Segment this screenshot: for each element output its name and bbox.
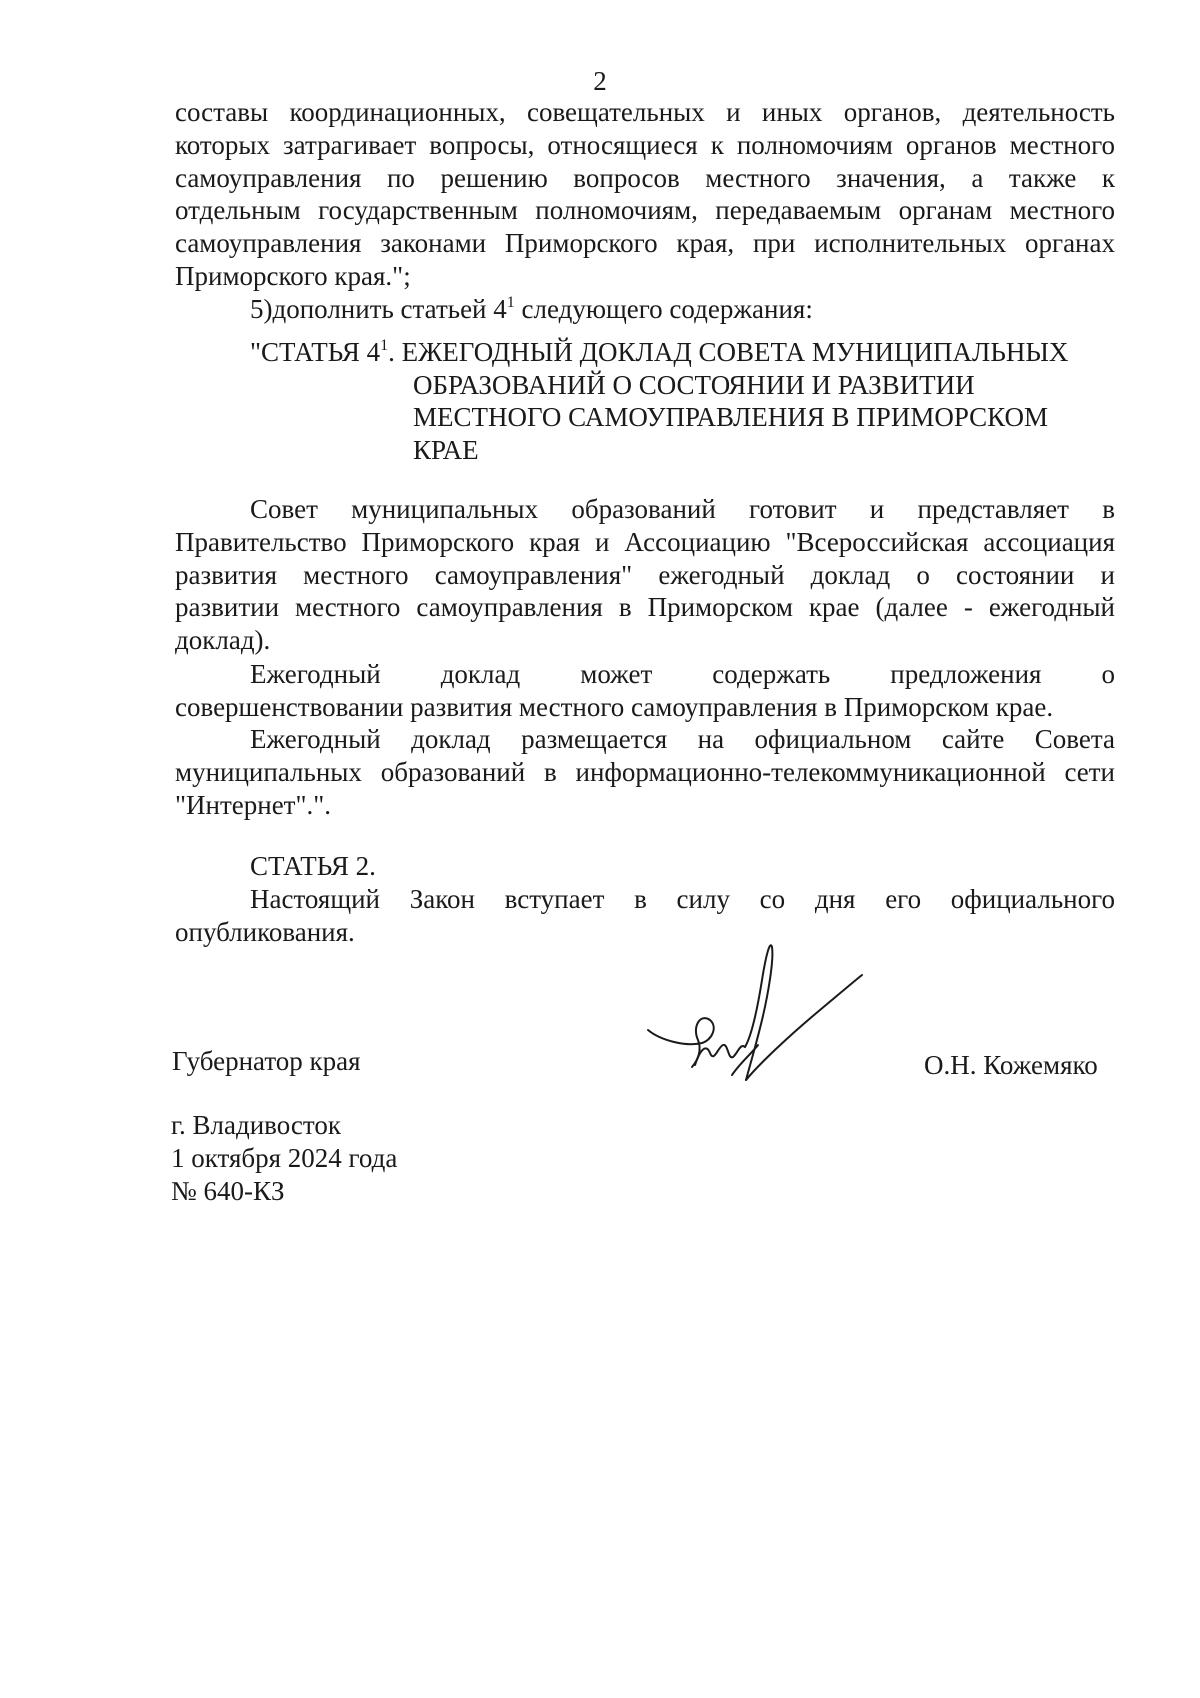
item-5 — [175, 293, 1115, 326]
text-line: отдельным государственным полномочиям, передаваемым органам местного — [175, 195, 1115, 226]
heading-line — [250, 336, 1068, 369]
text-line: самоуправления законами Приморского края, при исполнительных органах — [175, 228, 1115, 259]
text-line: Ежегодный доклад размещается на официальном сайте Совета — [250, 724, 1115, 754]
heading-prefix: "СТАТЬЯ 4 — [250, 337, 381, 367]
text-line: самоуправления по решению вопросов местного значения, а также к — [175, 162, 1115, 193]
page-number: 2 — [593, 66, 607, 96]
text-line: муниципальных образований в информационно-телекоммуникационной сети — [175, 756, 1115, 787]
text-line: Настоящий Закон вступает в силу со дня его официального — [250, 883, 1115, 914]
text-line: составы координационных, совещательных и иных органов, деятельность — [175, 97, 1115, 127]
paragraph-2 — [175, 658, 1115, 724]
text-line: Ежегодный доклад может содержать предложения о — [250, 659, 1115, 689]
heading-superscript: 1 — [380, 337, 389, 354]
text-line: развитии местного самоуправления в Приморском крае (далее - ежегодный — [175, 592, 1115, 623]
item-5-text-rest: следующего содержания: — [514, 293, 813, 324]
document-number: № 640-КЗ — [171, 1176, 285, 1206]
heading-line: ОБРАЗОВАНИЙ О СОСТОЯНИИ И РАЗВИТИИ — [413, 369, 975, 400]
text-line: развития местного самоуправления" ежегодный доклад о состоянии и — [175, 559, 1115, 590]
paragraph-3 — [175, 723, 1115, 821]
intro-paragraph — [175, 96, 1115, 326]
text-line: Приморского края."; — [175, 260, 411, 291]
heading-line: КРАЕ — [413, 434, 479, 465]
text-line: совершенствовании развития местного самоуправления в Приморском крае. — [175, 691, 1054, 722]
heading-line: МЕСТНОГО САМОУПРАВЛЕНИЯ В ПРИМОРСКОМ — [413, 402, 1049, 432]
paragraph-1 — [175, 493, 1115, 657]
text-line: Правительство Приморского края и Ассоциацию "Всероссийская ассоциация — [175, 526, 1115, 557]
handwritten-signature — [640, 935, 870, 1090]
signer-position: Губернатор края — [172, 1046, 361, 1076]
text-line: доклад). — [175, 625, 271, 656]
article-2 — [175, 850, 1115, 948]
signer-name: О.Н. Кожемяко — [924, 1050, 1098, 1080]
text-line: которых затрагивает вопросы, относящиеся к полномочиям органов местного — [175, 129, 1115, 160]
document-city: г. Владивосток — [171, 1110, 341, 1140]
item-5-text: 5)дополнить статьей 4 — [250, 293, 507, 324]
article-2-title: СТАТЬЯ 2. — [250, 851, 376, 881]
text-line: Совет муниципальных образований готовит и представляет в — [250, 494, 1115, 524]
article-heading — [250, 336, 1068, 466]
text-line: "Интернет".". — [175, 789, 332, 820]
text-line: опубликования. — [175, 916, 355, 947]
item-5-superscript: 1 — [506, 293, 515, 311]
document-date: 1 октября 2024 года — [171, 1143, 398, 1173]
heading-first-line: . ЕЖЕГОДНЫЙ ДОКЛАД СОВЕТА МУНИЦИПАЛЬНЫХ — [388, 337, 1069, 367]
